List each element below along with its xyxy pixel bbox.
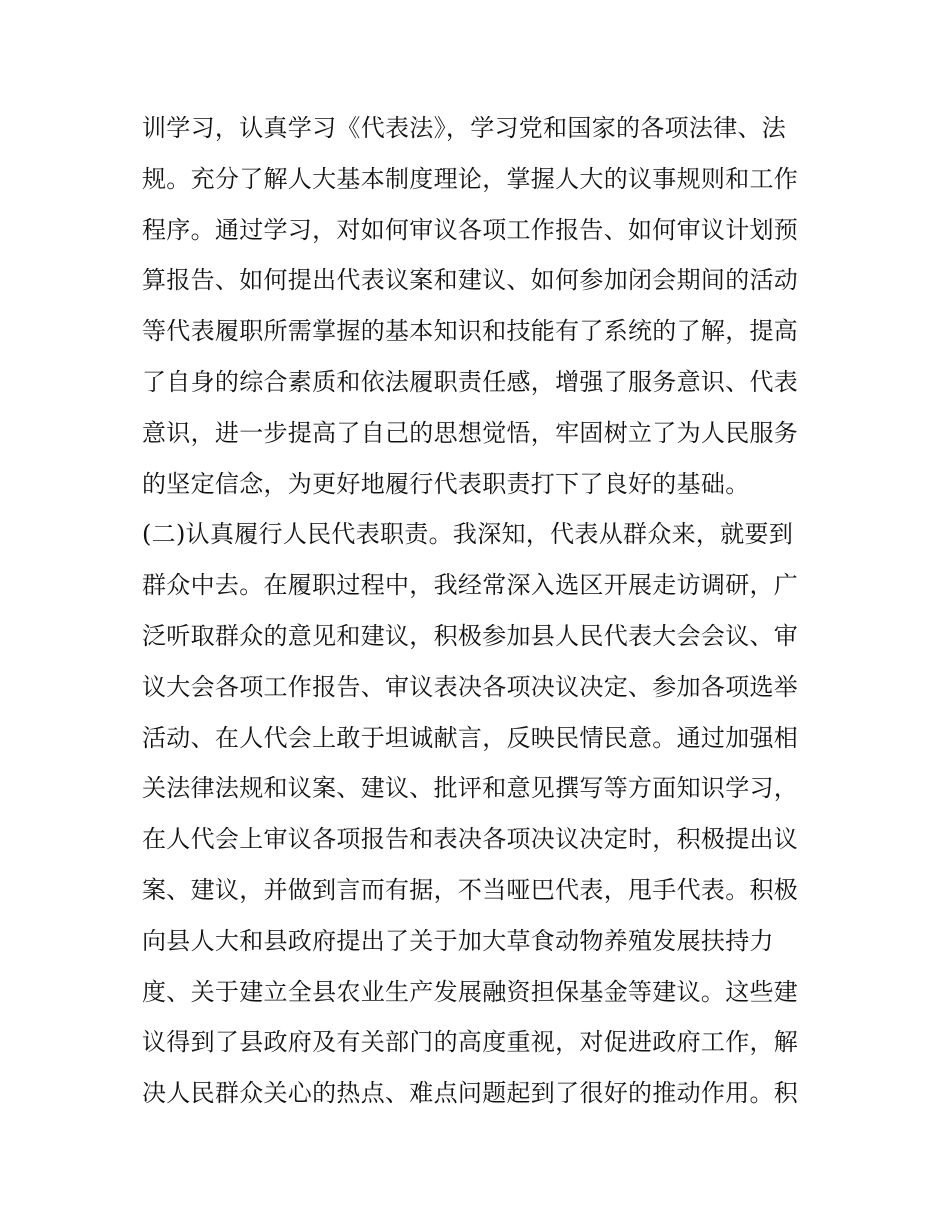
text-line: 关法律法规和议案、建议、批评和意见撰写等方面知识学习， (142, 774, 799, 803)
text-line: 活动、在人代会上敢于坦诚献言，反映民情民意。通过加强相 (142, 723, 799, 752)
text-line: 度、关于建立全县农业生产发展融资担保基金等建议。这些建 (142, 977, 799, 1006)
text-line: 在人代会上审议各项报告和表决各项决议决定时，积极提出议 (142, 825, 799, 854)
document-body (142, 103, 822, 1119)
text-line: 意识，进一步提高了自己的思想觉悟，牢固树立了为人民服务 (142, 418, 799, 447)
text-line: 案、建议，并做到言而有据，不当哑巴代表，甩手代表。积极 (142, 875, 799, 904)
text-line: 向县人大和县政府提出了关于加大草食动物养殖发展扶持力 (142, 926, 774, 955)
text-line: 规。充分了解人大基本制度理论，掌握人大的议事规则和工作 (142, 164, 799, 193)
text-line: 的坚定信念，为更好地履行代表职责打下了良好的基础。 (142, 469, 750, 498)
text-line: 等代表履职所需掌握的基本知识和技能有了系统的了解，提高 (142, 317, 799, 346)
text-line: 议得到了县政府及有关部门的高度重视，对促进政府工作，解 (142, 1028, 799, 1057)
text-line: 程序。通过学习，对如何审议各项工作报告、如何审议计划预 (142, 215, 799, 244)
text-line: 训学习，认真学习《代表法》，学习党和国家的各项法律、法 (142, 114, 787, 142)
text-line: 决人民群众关心的热点、难点问题起到了很好的推动作用。积 (142, 1079, 799, 1108)
text-line: 泛听取群众的意见和建议，积极参加县人民代表大会会议、审 (142, 621, 799, 650)
text-line: (二)认真履行人民代表职责。我深知，代表从群众来，就要到 (142, 520, 794, 549)
text-line: 群众中去。在履职过程中，我经常深入选区开展走访调研，广 (142, 571, 799, 600)
text-line: 算报告、如何提出代表议案和建议、如何参加闭会期间的活动 (142, 266, 799, 295)
text-line: 了自身的综合素质和依法履职责任感，增强了服务意识、代表 (142, 367, 799, 396)
text-line: 议大会各项工作报告、审议表决各项决议决定、参加各项选举 (142, 672, 799, 701)
